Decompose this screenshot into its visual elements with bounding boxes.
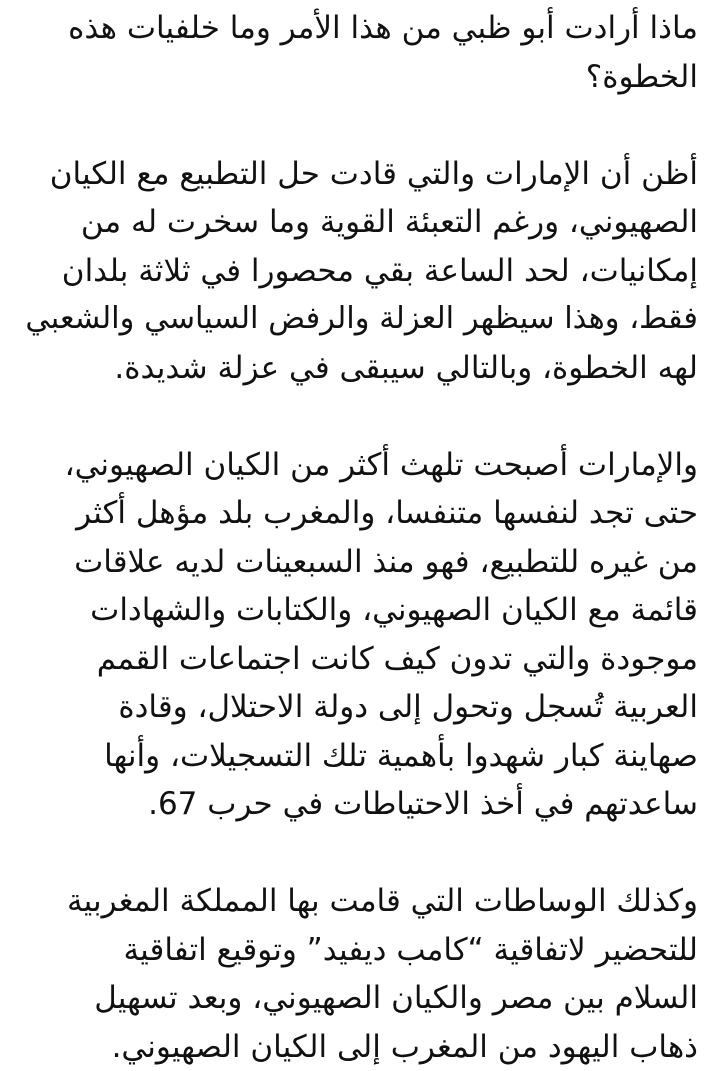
article-paragraph-question [20, 4, 698, 101]
text-line: أظن أن الإمارات والتي قادت حل التطبيع مع الكيان [20, 150, 698, 199]
text-line: ساعدتهم في أخذ الاحتياطات في حرب 67. [20, 780, 698, 829]
article-paragraph-emirates [20, 441, 698, 829]
text-line: والإمارات أصبحت تلهث أكثر من الكيان الصهيوني، [20, 441, 698, 490]
text-line: لهه الخطوة، وبالتالي سيبقى في عزلة شديدة. [20, 344, 698, 393]
text-line: حتى تجد لنفسها متنفسا، والمغرب بلد مؤهل أكثر [20, 489, 698, 538]
text-line: ذهاب اليهود من المغرب إلى الكيان الصهيوني. [20, 1023, 698, 1071]
text-line: فقط، وهذا سيظهر العزلة والرفض السياسي والشعبي [20, 295, 698, 344]
article-paragraph-mediation [20, 877, 698, 1071]
text-line: العربية تُسجل وتحول إلى دولة الاحتلال، وقادة [20, 683, 698, 732]
text-line: السلام بين مصر والكيان الصهيوني، وبعد تسهيل [20, 974, 698, 1023]
text-line: قائمة مع الكيان الصهيوني، والكتابات والشهادات [20, 586, 698, 635]
text-line: ماذا أرادت أبو ظبي من هذا الأمر وما خلفيات هذه [20, 4, 698, 53]
article-paragraph-answer [20, 150, 698, 393]
paragraph-spacer [20, 392, 698, 441]
paragraph-spacer [20, 101, 698, 150]
text-line: موجودة والتي تدون كيف كانت اجتماعات القمم [20, 635, 698, 684]
text-line: الخطوة؟ [20, 53, 698, 102]
paragraph-spacer [20, 829, 698, 878]
text-line: للتحضير لاتفاقية “كامب ديفيد” وتوقيع اتفاقية [20, 926, 698, 975]
text-line: صهاينة كبار شهدوا بأهمية تلك التسجيلات، وأنها [20, 732, 698, 781]
text-line: الصهيوني، ورغم التعبئة القوية وما سخرت له من [20, 198, 698, 247]
text-line: إمكانيات، لحد الساعة بقي محصورا في ثلاثة بلدان [20, 247, 698, 296]
text-line: من غيره للتطبيع، فهو منذ السبعينات لديه علاقات [20, 538, 698, 587]
text-line: وكذلك الوساطات التي قامت بها المملكة المغربية [20, 877, 698, 926]
